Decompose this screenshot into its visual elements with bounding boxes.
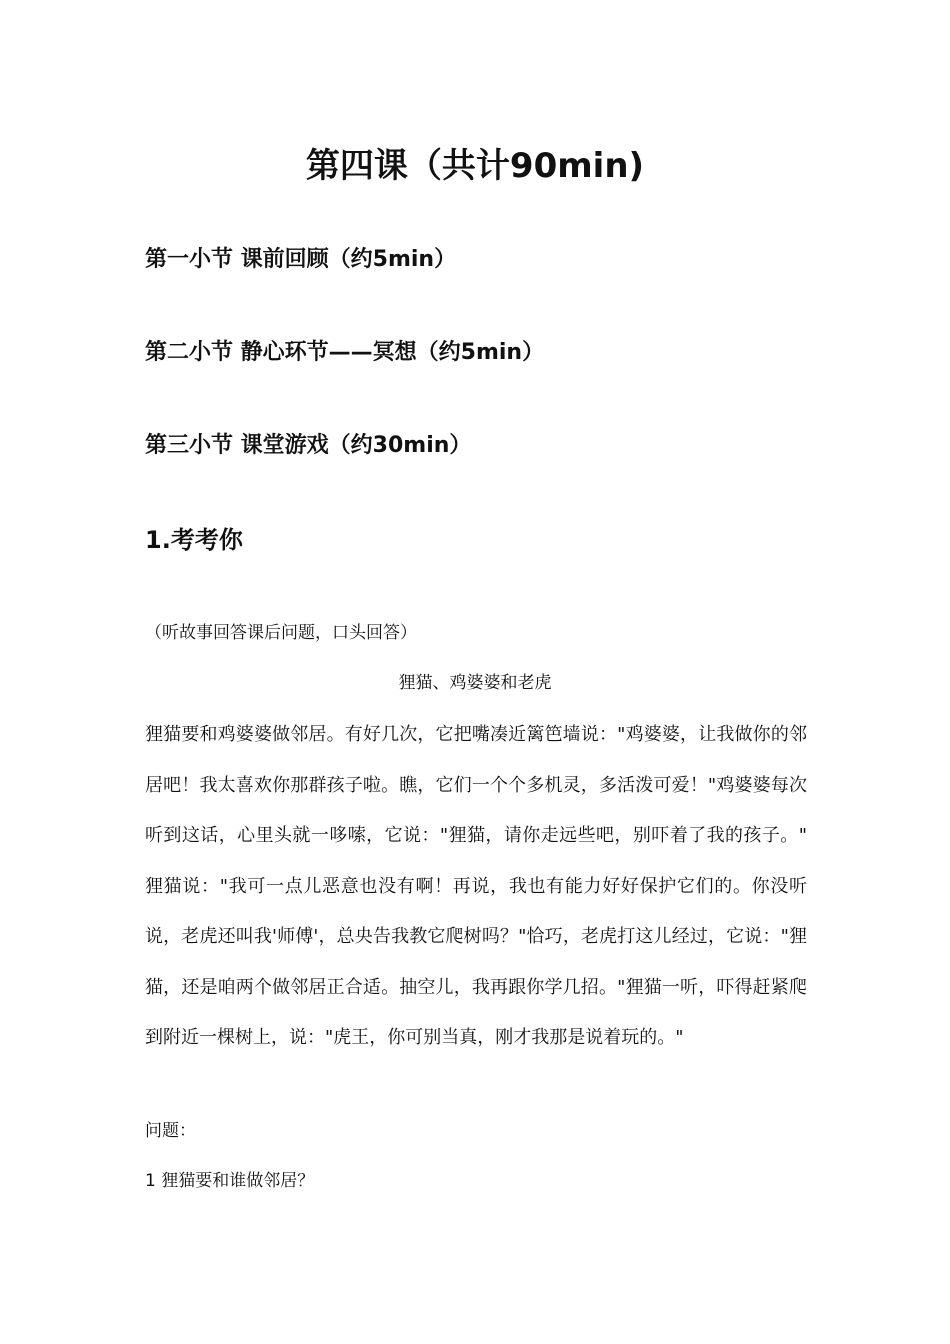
lesson-title: 第四课（共计90min) [305, 146, 645, 186]
section-heading-game: 第三小节 课堂游戏（约30min） [145, 433, 472, 458]
section-heading-meditation: 第二小节 静心环节——冥想（约5min） [145, 340, 545, 365]
section-heading-review: 第一小节 课前回顾（约5min） [145, 247, 457, 272]
questions-label: 问题： [145, 1121, 196, 1141]
activity-heading: 1.考考你 [145, 526, 243, 554]
question-item: 1 狸猫要和谁做邻居？ [145, 1171, 315, 1191]
story-title: 狸猫、鸡婆婆和老虎 [398, 673, 552, 693]
story-text: 狸猫要和鸡婆婆做邻居。有好几次，它把嘴凑近篱笆墙说："鸡婆婆，让我做你的邻居吧！我太喜欢你那群孩子啦。瞧，它们一个个多机灵，多活泼可爱！"鸡婆婆每次听到这话，心里头就一哆嗦，它说："狸猫，请你走远些吧，别吓着了我的孩子。" 狸猫说："我可一点儿恶意也没有啊！再说，我也有能力好好保护它们的。你没听说，老虎还叫我'师傅'，总央告我教它爬树吗？"恰巧，老虎打这儿经过，它说："狸猫，还是咱两个做邻居正合适。抽空儿，我再跟你学几招。"狸猫一听，吓得赶紧爬到附近一棵树上，说："虎王，你可别当真，刚才我那是说着玩的。" [145, 724, 807, 1048]
activity-note: （听故事回答课后问题，口头回答） [145, 623, 417, 643]
